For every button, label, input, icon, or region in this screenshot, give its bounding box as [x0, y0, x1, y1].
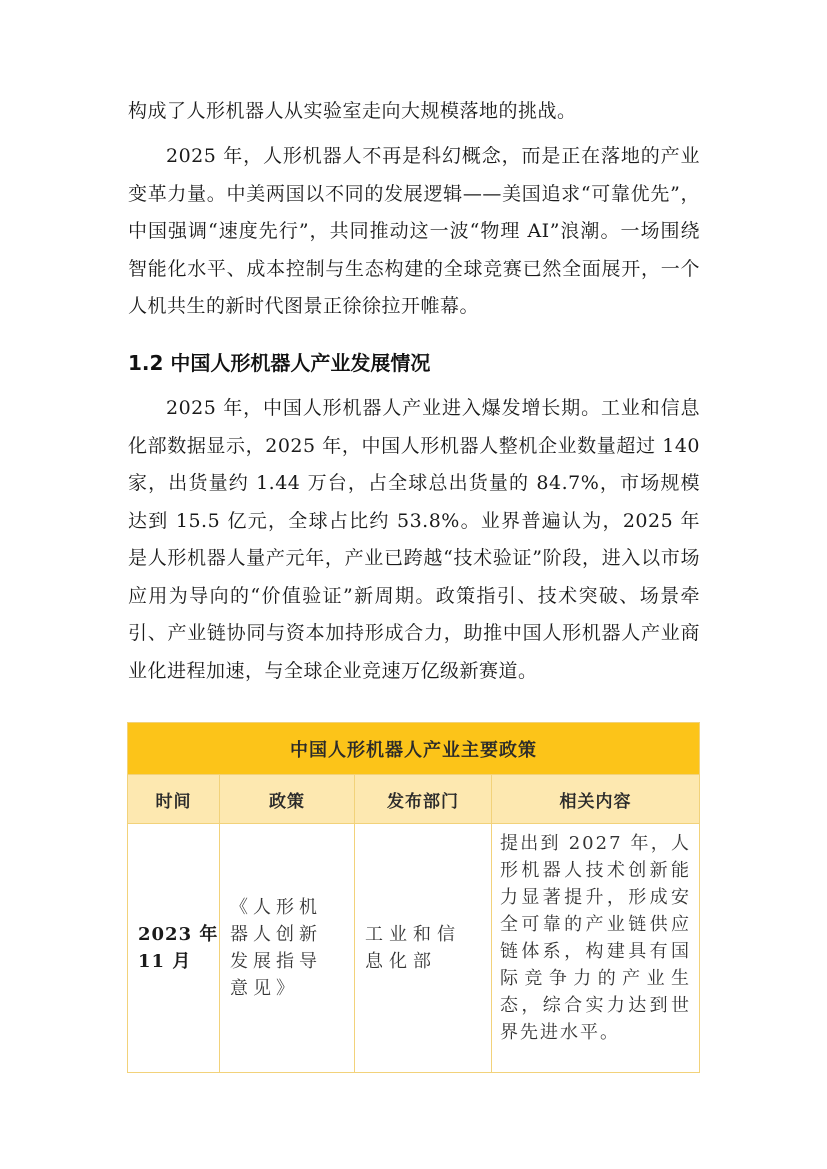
cell-time: 2023 年 11 月 — [128, 824, 220, 1073]
section-heading: 1.2 中国人形机器人产业发展情况 — [128, 351, 431, 375]
column-header-department: 发布部门 — [355, 775, 492, 824]
cell-content: 提出到 2027 年，人形机器人技术创新能力显著提升，形成安全可靠的产业链供应链体系，构建具有国际竞争力的产业生态，综合实力达到世界先进水平。 — [492, 824, 700, 1073]
column-header-time: 时间 — [128, 775, 220, 824]
table-title-row — [128, 723, 700, 775]
policy-table — [127, 722, 700, 1073]
paragraph-summary: 2025 年，人形机器人不再是科幻概念，而是正在落地的产业变革力量。中美两国以不同的发展逻辑——美国追求“可靠优先”，中国强调“速度先行”，共同推动这一波“物理 AI”浪潮。一场围绕智能化水平、成本控制与生态构建的全球竞赛已然全面展开，一个人机共生的新时代图景正徐徐拉开帷幕。 — [128, 145, 700, 317]
column-header-policy: 政策 — [220, 775, 355, 824]
paragraph-intro-end: 构成了人形机器人从实验室走向大规模落地的挑战。 — [128, 100, 577, 122]
paragraph-industry-overview: 2025 年，中国人形机器人产业进入爆发增长期。工业和信息化部数据显示，2025 年，中国人形机器人整机企业数量超过 140 家，出货量约 1.44 万台，占全球总出货量的 84.7%，市场规模达到 15.5 亿元，全球占比约 53.8%。业界普遍认为，2025 年是人形机器人量产元年，产业已跨越“技术验证”阶段，进入以市场应用为导向的“价值验证”新周期。政策指引、技术突破、场景牵引、产业链协同与资本加持形成合力，助推中国人形机器人产业商业化进程加速，与全球企业竞速万亿级新赛道。 — [128, 397, 700, 682]
table-header-row — [128, 775, 700, 824]
table-title: 中国人形机器人产业主要政策 — [128, 723, 700, 775]
cell-policy: 《人形机器人创新发展指导意见》 — [220, 824, 355, 1073]
column-header-content: 相关内容 — [492, 775, 700, 824]
table-row — [128, 824, 700, 1073]
cell-department: 工业和信息化部 — [355, 824, 492, 1073]
